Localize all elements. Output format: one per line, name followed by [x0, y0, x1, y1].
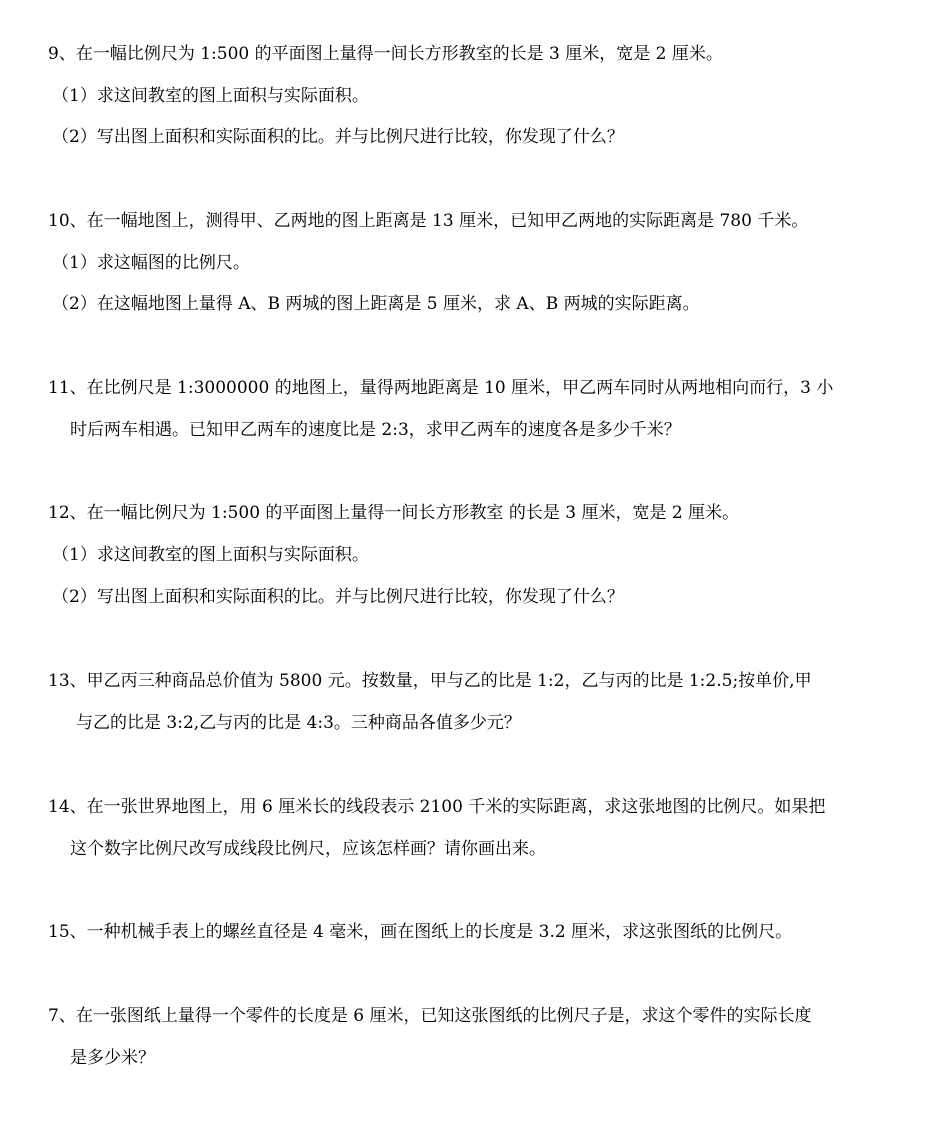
problem-10-part-2: （2）在这幅地图上量得 A、B 两城的图上距离是 5 厘米，求 A、B 两城的实际距离。 [52, 294, 700, 314]
problem-9-part-2: （2）写出图上面积和实际面积的比。并与比例尺进行比较，你发现了什么？ [52, 127, 624, 147]
problem-11-statement: 11、在比例尺是 1:3000000 的地图上，量得两地距离是 10 厘米，甲乙两车同时从两地相向而行，3 小 [48, 378, 834, 398]
problem-9-part-1: （1）求这间教室的图上面积与实际面积。 [52, 86, 369, 106]
problem-10-statement: 10、在一幅地图上，测得甲、乙两地的图上距离是 13 厘米，已知甲乙两地的实际距离是 780 千米。 [48, 211, 809, 231]
problem-10-part-1: （1）求这幅图的比例尺。 [52, 253, 250, 273]
problem-14-statement: 14、在一张世界地图上，用 6 厘米长的线段表示 2100 千米的实际距离，求这张地图的比例尺。如果把 [48, 797, 826, 817]
problem-12-statement: 12、在一幅比例尺为 1:500 的平面图上量得一间长方形教室 的长是 3 厘米，宽是 2 厘米。 [48, 503, 740, 523]
problem-12-part-1: （1）求这间教室的图上面积与实际面积。 [52, 545, 369, 565]
problem-12-part-2: （2）写出图上面积和实际面积的比。并与比例尺进行比较，你发现了什么？ [52, 587, 624, 607]
problem-7-statement: 7、在一张图纸上量得一个零件的长度是 6 厘米，已知这张图纸的比例尺子是，求这个零件的实际长度 [48, 1006, 812, 1026]
problem-11-statement-cont: 时后两车相遇。已知甲乙两车的速度比是 2:3，求甲乙两车的速度各是多少千米？ [70, 420, 681, 440]
problem-9-statement: 9、在一幅比例尺为 1:500 的平面图上量得一间长方形教室的长是 3 厘米，宽是 2 厘米。 [48, 44, 723, 64]
problem-7-statement-cont: 是多少米？ [70, 1048, 155, 1068]
problem-14-statement-cont: 这个数字比例尺改写成线段比例尺，应该怎样画？请你画出来。 [70, 839, 546, 859]
problem-13-statement-cont: 与乙的比是 3:2,乙与丙的比是 4:3。三种商品各值多少元？ [76, 713, 521, 733]
problem-13-statement: 13、甲乙丙三种商品总价值为 5800 元。按数量，甲与乙的比是 1:2，乙与丙的比是 1:2.5;按单价,甲 [48, 671, 812, 691]
problem-15-statement: 15、一种机械手表上的螺丝直径是 4 毫米，画在图纸上的长度是 3.2 厘米，求这张图纸的比例尺。 [48, 922, 793, 942]
